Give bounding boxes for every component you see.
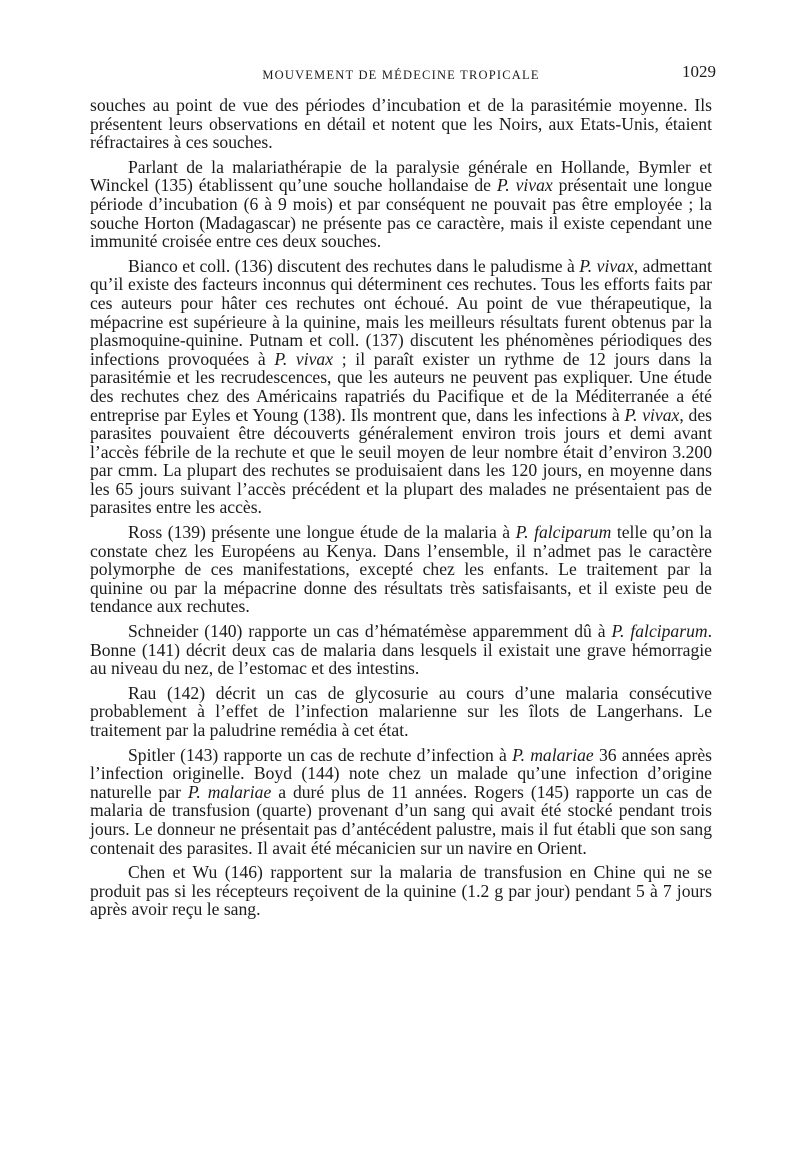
- species-name: P. falciparum: [515, 522, 612, 543]
- paragraph-text: , admettant qu’il existe des facteurs inconnus qui déterminent ces rechutes. Tous les efforts faits par ces auteurs pour hâter ces rechutes ont échoué. Au point de vue thérapeutique, la mépacrine est supérieure à la quinine, mais les meilleurs résultats furent obtenus par la plasmoquine-quinine. Putnam et coll. (137) discutent les phénomènes périodiques des infections provoquées à: [90, 255, 713, 369]
- paragraph-text: a duré plus de 11 années. Rogers (145) rapporte un cas de malaria de transfusion (quarte) provenant d’un sang qui avait été stocké pendant trois jours. Le donneur ne présentait pas d’antécédent palustre, mais il fut établi que son sang contenait des parasites. Il avait été mécanicien sur un navire en Orient.: [90, 781, 713, 858]
- paragraph-text: 36 années après l’infection originelle. Boyd (144) note chez un malade qu’une infection d’origine naturelle par: [90, 744, 712, 802]
- species-name: P. vivax: [579, 255, 634, 276]
- paragraph-text: Schneider (140) rapporte un cas d’hématémèse apparemment dû à: [128, 621, 612, 642]
- species-name: P. malariae: [187, 781, 272, 802]
- species-name: P. malariae: [512, 744, 594, 765]
- paragraph-text: , des parasites pouvaient être découverts généralement environ trois jours et demi avant l’accès fébrile de la rechute et que le seuil moyen de leur nombre était d’environ 3.200 par cmm. La plupart des rechutes se produisaient dans les 120 jours, en moyenne dans les 65 jours suivant l’accès précédent et la plupart des malades ne présentaient pas de parasites entre les accès.: [90, 404, 713, 518]
- paragraph-text: présentait une longue période d’incubation (6 à 9 mois) et par conséquent ne pouvait pas être employée ; la souche Horton (Madagascar) ne présente pas ce caractère, mais il existe cependant une immunité croisée entre ces deux souches.: [90, 175, 713, 252]
- page-number: 1029: [682, 62, 716, 81]
- paragraph-text: telle qu’on la constate chez les Européens au Kenya. Dans l’ensemble, il n’admet pas le caractère polymorphe de ces manifestations, excepté chez les enfants. Le traitement par la quinine ou par la mépacrine donne des résultats très satisfaisants, et il existe peu de tendance aux rechutes.: [90, 522, 712, 617]
- article-body: [90, 96, 712, 925]
- species-name: P. vivax: [624, 404, 680, 425]
- paragraph-text: souches au point de vue des périodes d’incubation et de la parasitémie moyenne. Ils présentent leurs observations en détail et notent que les Noirs, aux Etats-Unis, étaient réfractaires à ces souches.: [90, 95, 712, 153]
- paragraph-text: Rau (142) décrit un cas de glycosurie au cours d’une malaria consécutive probablement à l’effet de l’infection malarienne sur les îlots de Langerhans. Le traitement par la paludrine remédia à cet état.: [90, 682, 712, 740]
- paragraph: [90, 746, 712, 858]
- running-title: MOUVEMENT DE MÉDECINE TROPICALE: [262, 68, 540, 82]
- paragraph-text: . Bonne (141) décrit deux cas de malaria dans lesquels il existait une grave hémorragie au niveau du nez, de l’estomac et des intestins.: [90, 621, 712, 679]
- species-name: P. falciparum: [611, 621, 708, 642]
- paragraph-text: Chen et Wu (146) rapportent sur la malaria de transfusion en Chine qui ne se produit pas si les récepteurs reçoivent de la quinine (1.2 g par jour) pendant 5 à 7 jours après avoir reçu le sang.: [90, 862, 712, 920]
- paragraph: [90, 158, 712, 251]
- paragraph: [90, 622, 712, 678]
- paragraph: [90, 863, 712, 919]
- paragraph-text: Parlant de la malariathérapie de la paralysie générale en Hollande, Bymler et Winckel (135) établissent qu’une souche hollandaise de: [90, 156, 712, 196]
- paragraph: [90, 523, 712, 616]
- paragraph: [90, 684, 712, 740]
- species-name: P. vivax: [274, 348, 334, 369]
- paragraph: [90, 96, 712, 152]
- paragraph: [90, 257, 712, 517]
- paragraph-text: Ross (139) présente une longue étude de la malaria à: [128, 522, 516, 543]
- paragraph-text: ; il paraît exister un rythme de 12 jours dans la parasitémie et les recrudescences, que les auteurs ne peuvent pas expliquer. Une étude des rechutes chez des Américains rapatriés du Pacifique et de la Méditerranée a été entreprise par Eyles et Young (138). Ils montrent que, dans les infections à: [90, 348, 712, 425]
- paragraph-text: Bianco et coll. (136) discutent des rechutes dans le paludisme à: [128, 255, 580, 276]
- paragraph-text: Spitler (143) rapporte un cas de rechute d’infection à: [128, 744, 513, 765]
- species-name: P. vivax: [496, 175, 553, 196]
- running-header: [90, 62, 716, 86]
